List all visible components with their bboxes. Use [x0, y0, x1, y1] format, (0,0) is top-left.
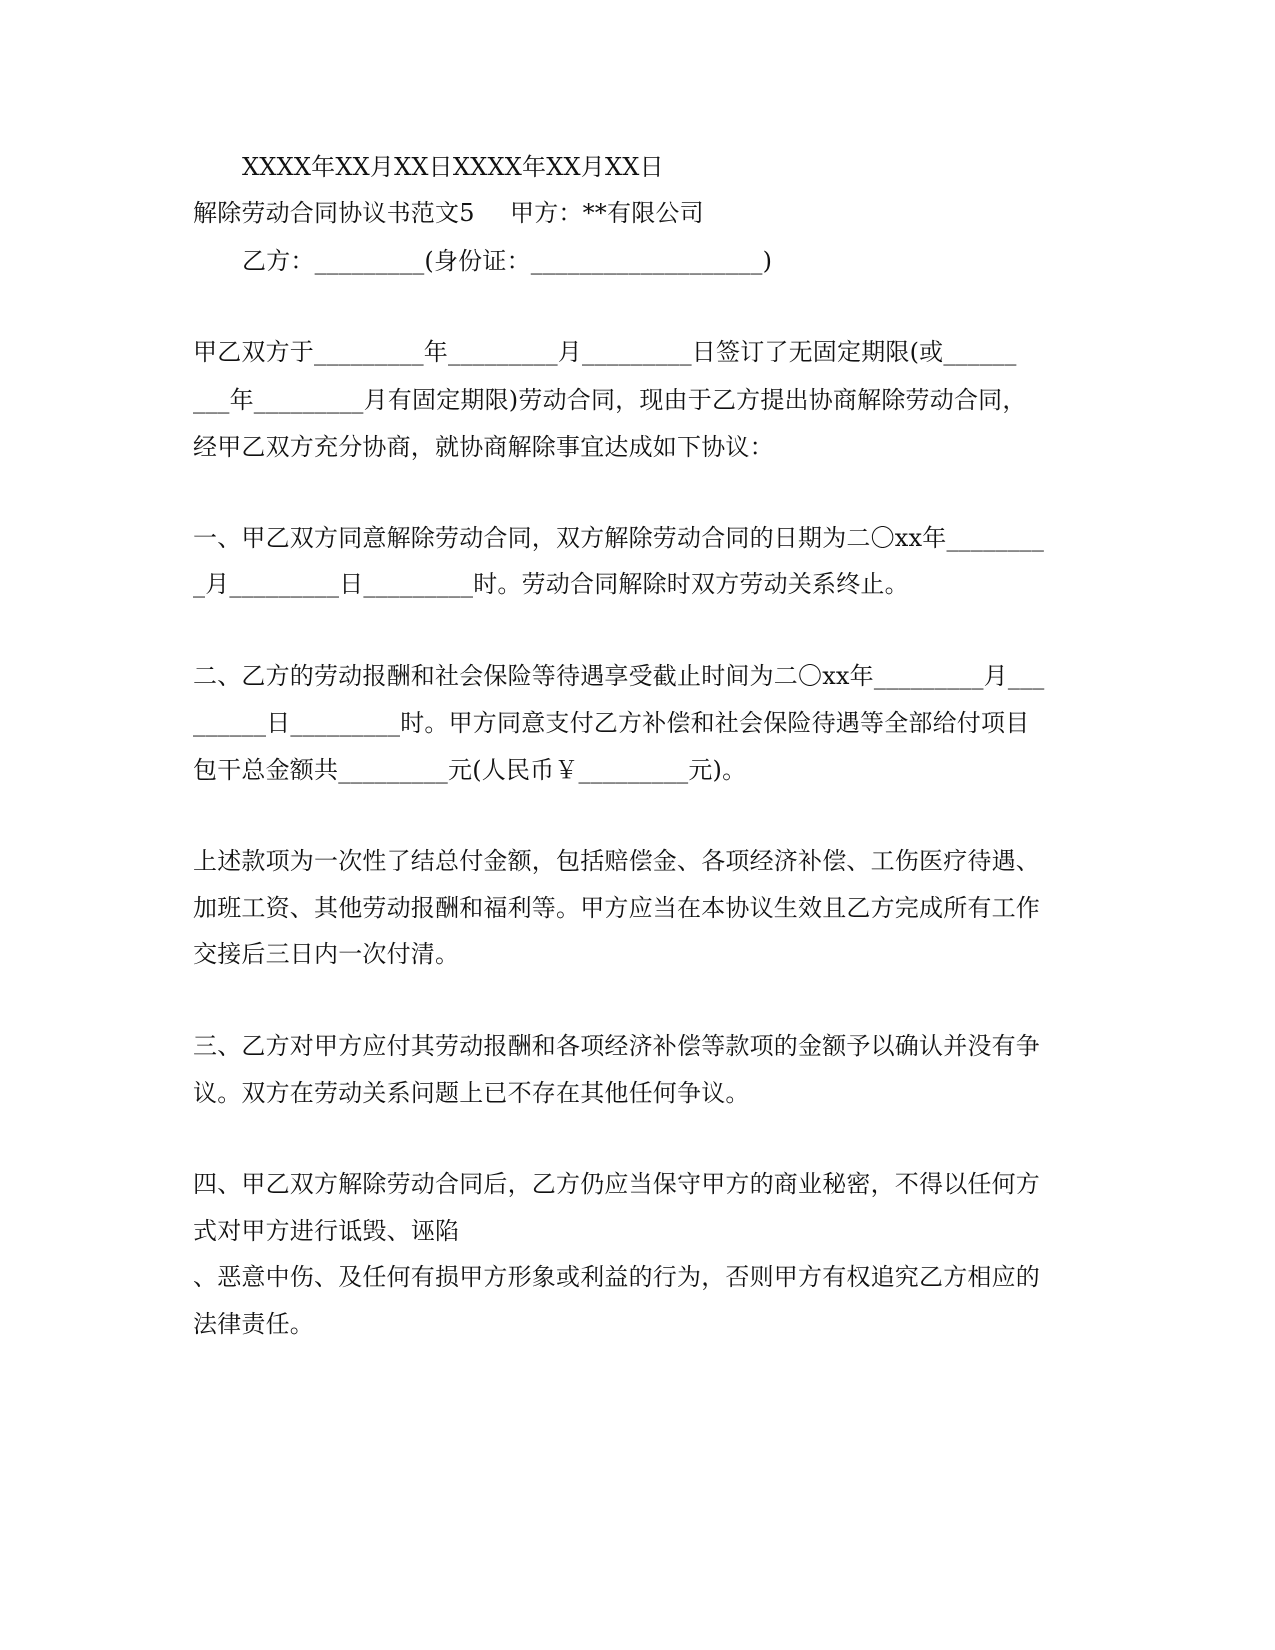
- payment-line-3: 交接后三日内一次付清。: [193, 940, 460, 968]
- document-title: 解除劳动合同协议书范文5: [193, 199, 475, 227]
- clause-4-line-1: 四、甲乙双方解除劳动合同后，乙方仍应当保守甲方的商业秘密，不得以任何方: [193, 1170, 1040, 1198]
- intro-line-3: 经甲乙双方充分协商，就协商解除事宜达成如下协议：: [193, 433, 774, 461]
- clause-3-line-2: 议。双方在劳动关系问题上已不存在其他任何争议。: [193, 1079, 750, 1107]
- intro-line-1: 甲乙双方于_________年_________月_________日签订了无固定期限(或______: [193, 338, 1017, 366]
- clause-3-line-1: 三、乙方对甲方应付其劳动报酬和各项经济补偿等款项的金额予以确认并没有争: [193, 1032, 1040, 1060]
- payment-line-2: 加班工资、其他劳动报酬和福利等。甲方应当在本协议生效且乙方完成所有工作: [193, 894, 1040, 922]
- document-dates: XXXX年XX月XX日XXXX年XX月XX日: [242, 153, 664, 181]
- payment-line-1: 上述款项为一次性了结总付金额，包括赔偿金、各项经济补偿、工伤医疗待遇、: [193, 847, 1040, 875]
- party-b-line: 乙方：_________(身份证：___________________): [242, 247, 773, 275]
- clause-1-line-2: _月_________日_________时。劳动合同解除时双方劳动关系终止。: [193, 570, 909, 598]
- party-a-line: 甲方：**有限公司: [510, 199, 704, 227]
- clause-2-line-3: 包干总金额共_________元(人民币￥_________元)。: [193, 756, 747, 784]
- clause-2-line-2: ______日_________时。甲方同意支付乙方补偿和社会保险待遇等全部给付项目: [193, 709, 1030, 737]
- intro-line-2: ___年_________月有固定期限)劳动合同，现由于乙方提出协商解除劳动合同，: [193, 386, 1027, 414]
- clause-4-line-3: 、恶意中伤、及任何有损甲方形象或利益的行为，否则甲方有权追究乙方相应的: [193, 1263, 1040, 1291]
- clause-4-line-2: 式对甲方进行诋毁、诬陷: [193, 1217, 460, 1245]
- clause-4-line-4: 法律责任。: [193, 1310, 314, 1338]
- clause-1-line-1: 一、甲乙双方同意解除劳动合同，双方解除劳动合同的日期为二〇xx年________: [193, 524, 1045, 552]
- clause-2-line-1: 二、乙方的劳动报酬和社会保险等待遇享受截止时间为二〇xx年_________月___: [193, 662, 1045, 690]
